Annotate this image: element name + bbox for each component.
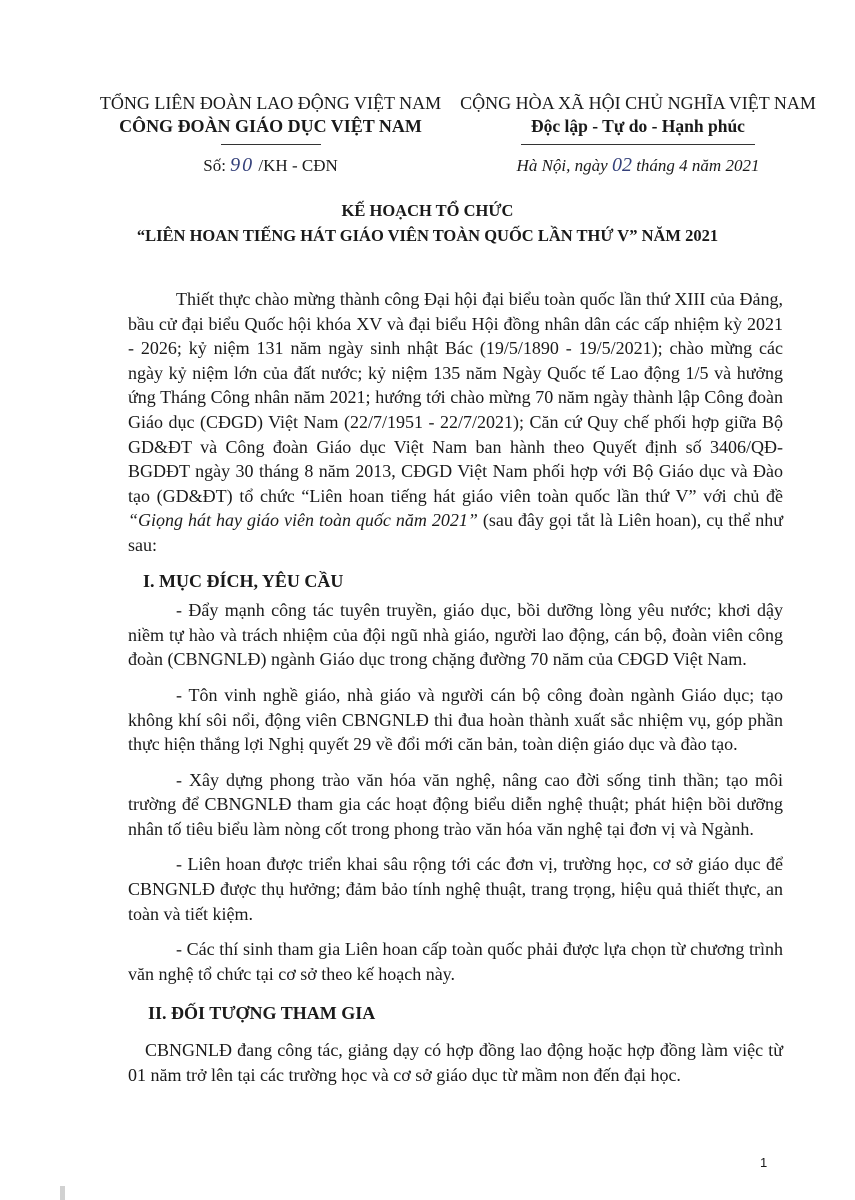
document-subtitle: “LIÊN HOAN TIẾNG HÁT GIÁO VIÊN TOÀN QUỐC LẦN THỨ V” NĂM 2021 (136, 226, 719, 245)
issuer-underline (221, 144, 321, 145)
national-header (452, 92, 824, 177)
country-name: CỘNG HÒA XÃ HỘI CHỦ NGHĨA VIỆT NAM (460, 93, 816, 113)
document-title: KẾ HOẠCH TỔ CHỨC (341, 201, 514, 220)
national-motto: Độc lập - Tự do - Hạnh phúc (531, 116, 745, 136)
list-item: - Xây dựng phong trào văn hóa văn nghệ, nâng cao đời sống tinh thần; tạo môi trường để CBNGNLĐ tham gia các hoạt động biểu diễn nghệ thuật; phát hiện bồi dưỡng nhân tố tiêu biểu làm nòng cốt trong phong trào văn hóa văn nghệ tại đơn vị và Ngành. (128, 769, 783, 839)
list-item: - Đẩy mạnh công tác tuyên truyền, giáo dục, bồi dưỡng lòng yêu nước; khơi dậy niềm tự hào và trách nhiệm của đội ngũ nhà giáo, người lao động, cán bộ, đoàn viên công đoàn (CBNGNLĐ) ngành Giáo dục trong chặng đường 70 năm của CĐGD Việt Nam. (128, 600, 783, 670)
section-heading: II. ĐỐI TƯỢNG THAM GIA (148, 1003, 376, 1024)
list-item: - Tôn vinh nghề giáo, nhà giáo và người cán bộ công đoàn ngành Giáo dục; tạo không khí sôi nổi, động viên CBNGNLĐ thi đua hoàn thành xuất sắc nhiệm vụ, góp phần thực hiện thắng lợi Nghị quyết 29 về đổi mới căn bản, toàn diện giáo dục và đào tạo. (128, 684, 783, 755)
date-prefix: Hà Nội, ngày (516, 156, 608, 175)
date-day-handwritten: 02 (611, 154, 632, 176)
scan-mark (60, 1186, 65, 1200)
page-number: 1 (760, 1155, 768, 1170)
document-number (98, 154, 443, 177)
issuer-block (98, 92, 443, 177)
document-body (128, 287, 783, 1087)
intro-text-end: (sau đây gọi tắt là Liên hoan), cụ thể như sau: (128, 510, 783, 555)
section-heading: I. MỤC ĐÍCH, YÊU CẦU (143, 570, 344, 591)
intro-theme: “Giọng hát hay giáo viên toàn quốc năm 2021” (128, 510, 478, 531)
motto-underline (521, 144, 755, 145)
organization-name: CÔNG ĐOÀN GIÁO DỤC VIỆT NAM (119, 116, 422, 136)
intro-text: Thiết thực chào mừng thành công Đại hội đại biểu toàn quốc lần thứ XIII của Đảng, bầu cử đại biểu Quốc hội khóa XV và đại biểu Hội đồng nhân dân các cấp nhiệm kỳ 2021 - 2026; kỷ niệm 131 năm ngày sinh nhật Bác (19/5/1890 - 19/5/2021); chào mừng các ngày kỷ niệm lớn của đất nước; kỷ niệm 135 năm Ngày Quốc tế Lao động 1/5 và hưởng ứng Tháng Công nhân năm 2021; hướng tới chào mừng 70 năm ngày thành lập Công đoàn Giáo dục (CĐGD) Việt Nam (22/7/1951 - 22/7/2021); Căn cứ Quy chế phối hợp giữa Bộ GD&ĐT và Công đoàn Giáo dục Việt Nam ban hành theo Quyết định số 3406/QĐ-BGDĐT ngày 30 tháng 8 năm 2013, CĐGD Việt Nam phối hợp với Bộ Giáo dục và Đào tạo (GD&ĐT) tổ chức “Liên hoan tiếng hát giáo viên toàn quốc lần thứ V” với chủ đề (128, 289, 783, 506)
parent-organization: TỔNG LIÊN ĐOÀN LAO ĐỘNG VIỆT NAM (99, 93, 442, 113)
document-number-prefix: Số: (203, 156, 226, 175)
intro-paragraph (128, 287, 783, 558)
section-paragraph: CBNGNLĐ đang công tác, giảng dạy có hợp đồng lao động hoặc hợp đồng làm việc từ 01 năm trở lên tại các trường học và cơ sở giáo dục từ mầm non đến đại học. (128, 1040, 783, 1085)
list-item: - Liên hoan được triển khai sâu rộng tới các đơn vị, trường học, cơ sở giáo dục để CBNGNLĐ được thụ hưởng; đảm bảo tính nghệ thuật, trang trọng, hiệu quả thiết thực, an toàn và tiết kiệm. (128, 854, 783, 924)
document-number-handwritten: 90 (230, 154, 255, 176)
document-number-suffix: /KH - CĐN (258, 156, 338, 175)
issue-date (452, 154, 824, 177)
date-suffix: tháng 4 năm 2021 (636, 156, 760, 175)
list-item: - Các thí sinh tham gia Liên hoan cấp toàn quốc phải được lựa chọn từ chương trình văn nghệ tổ chức tại cơ sở theo kế hoạch này. (128, 939, 783, 984)
